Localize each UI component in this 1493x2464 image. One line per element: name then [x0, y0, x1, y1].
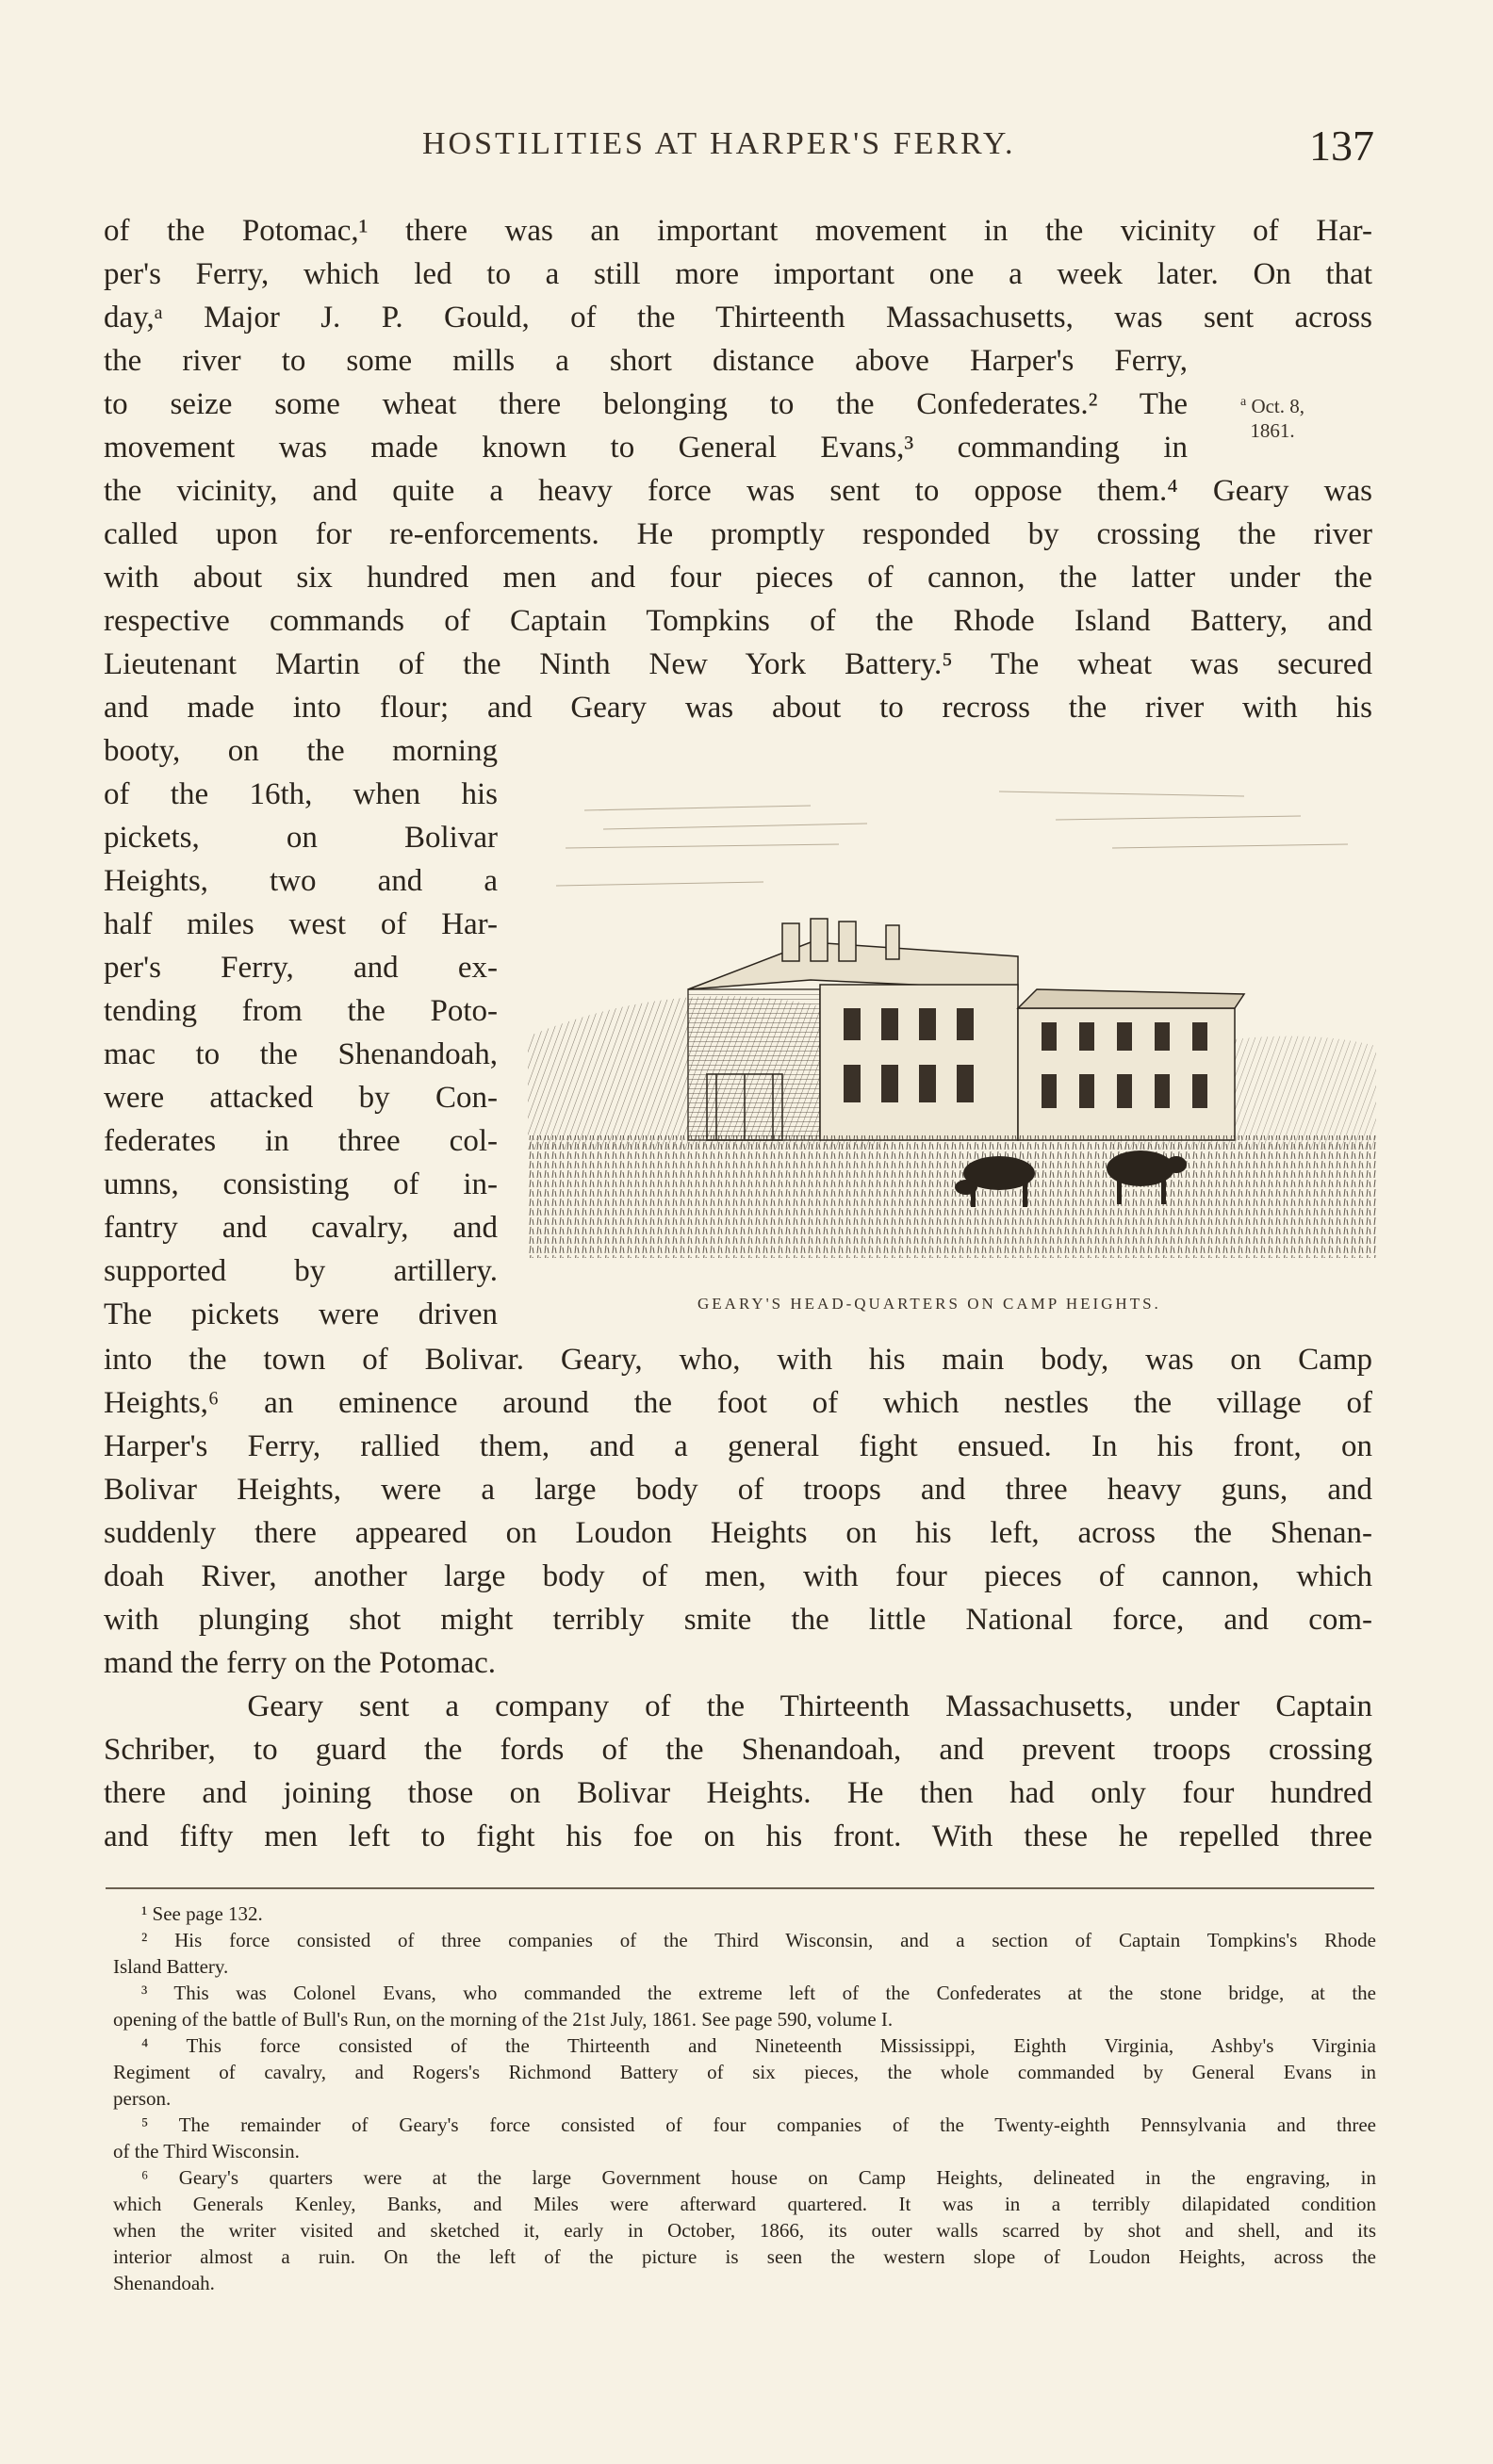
body-line: supported by artillery. [104, 1254, 498, 1288]
body-line: into the town of Bolivar. Geary, who, with his main body, was on Camp [104, 1343, 1372, 1377]
footnote-line: of the Third Wisconsin. [113, 2140, 300, 2162]
footnote-line: Regiment of cavalry, and Rogers's Richmond Battery of six pieces, the whole commanded by General Evans in [113, 2061, 1376, 2083]
body-line: per's Ferry, and ex- [104, 951, 498, 985]
headquarters-engraving [528, 754, 1376, 1258]
footnote-line: Island Battery. [113, 1955, 229, 1978]
body-line: half miles west of Har- [104, 907, 498, 941]
body-line: day,ᵃ Major J. P. Gould, of the Thirteenth Massachusetts, was sent across [104, 301, 1372, 335]
footnote-line: interior almost a ruin. On the left of the picture is seen the western slope of Loudon Heights, across the [113, 2245, 1376, 2268]
body-line: Lieutenant Martin of the Ninth New York Battery.⁵ The wheat was secured [104, 647, 1372, 681]
running-head [102, 121, 1374, 177]
footnote-line: Shenandoah. [113, 2272, 215, 2294]
body-line: doah River, another large body of men, with four pieces of cannon, which [104, 1559, 1372, 1593]
margin-note-date: Oct. 8, [1251, 395, 1305, 417]
footnote-line: when the writer visited and sketched it, early in October, 1866, its outer walls scarred by shot and shell, and its [113, 2219, 1376, 2242]
body-line: mac to the Shenandoah, [104, 1037, 498, 1071]
body-line: fantry and cavalry, and [104, 1211, 498, 1245]
footnote-line: which Generals Kenley, Banks, and Miles were afterward quartered. It was in a terribly dilapidated condition [113, 2193, 1376, 2215]
body-line: with about six hundred men and four pieces of cannon, the latter under the [104, 561, 1372, 595]
footnote-line: ³ This was Colonel Evans, who commanded the extreme left of the Confederates at the stone bridge, at the [141, 1982, 1376, 2004]
body-line: the vicinity, and quite a heavy force was sent to oppose them.⁴ Geary was [104, 474, 1372, 508]
footnote-line: ² His force consisted of three companies of the Third Wisconsin, and a section of Captain Tompkins's Rhode [141, 1929, 1376, 1951]
body-line: Heights,⁶ an eminence around the foot of which nestles the village of [104, 1386, 1372, 1420]
body-line: movement was made known to General Evans,³ commanding in [104, 431, 1188, 465]
running-title: HOSTILITIES AT HARPER'S FERRY. [422, 126, 1016, 161]
body-line: per's Ferry, which led to a still more important one a week later. On that [104, 257, 1372, 291]
body-line: there and joining those on Bolivar Heights. He then had only four hundred [104, 1776, 1372, 1810]
body-line: with plunging shot might terribly smite the little National force, and com- [104, 1603, 1372, 1637]
body-line: the river to some mills a short distance above Harper's Ferry, [104, 344, 1188, 378]
margin-note-year: 1861. [1250, 419, 1295, 442]
body-line: of the 16th, when his [104, 777, 498, 811]
footnote-rule [106, 1887, 1374, 1889]
body-line: and made into flour; and Geary was about to recross the river with his [104, 691, 1372, 725]
body-line: respective commands of Captain Tompkins of the Rhode Island Battery, and [104, 604, 1372, 638]
body-line: tending from the Poto- [104, 994, 498, 1028]
body-line: Harper's Ferry, rallied them, and a general fight ensued. In his front, on [104, 1429, 1372, 1463]
figure-caption: GEARY'S HEAD-QUARTERS ON CAMP HEIGHTS. [697, 1295, 1161, 1313]
body-line: called upon for re-enforcements. He promptly responded by crossing the river [104, 517, 1372, 551]
body-line: Schriber, to guard the fords of the Shenandoah, and prevent troops crossing [104, 1733, 1372, 1767]
body-line: umns, consisting of in- [104, 1167, 498, 1201]
footnote-line: person. [113, 2087, 172, 2110]
margin-date-note [1225, 394, 1320, 443]
body-line: pickets, on Bolivar [104, 821, 498, 855]
footnote-line: opening of the battle of Bull's Run, on the morning of the 21st July, 1861. See page 590, volume I. [113, 2008, 894, 2031]
body-line: were attacked by Con- [104, 1081, 498, 1115]
footnote-line: ⁵ The remainder of Geary's force consisted of four companies of the Twenty-eighth Pennsylvania and three [141, 2113, 1376, 2136]
body-line: booty, on the morning [104, 734, 498, 768]
body-line: The pickets were driven [104, 1297, 498, 1331]
body-line: to seize some wheat there belonging to the Confederates.² The [104, 387, 1188, 421]
body-line: mand the ferry on the Potomac. [104, 1646, 497, 1680]
body-line: Bolivar Heights, were a large body of troops and three heavy guns, and [104, 1473, 1372, 1507]
body-line: federates in three col- [104, 1124, 498, 1158]
margin-note-mark: a [1239, 395, 1247, 409]
body-line: and fifty men left to fight his foe on his front. With these he repelled three [104, 1819, 1372, 1853]
footnote-line: ⁴ This force consisted of the Thirteenth and Nineteenth Mississippi, Eighth Virginia, Ashby's Virginia [141, 2034, 1376, 2057]
body-line: of the Potomac,¹ there was an important movement in the vicinity of Har- [104, 214, 1372, 248]
footnote-line: ⁶ Geary's quarters were at the large Government house on Camp Heights, delineated in the engraving, in [141, 2166, 1376, 2189]
footnote-line: ¹ See page 132. [141, 1902, 263, 1925]
body-line: suddenly there appeared on Loudon Heights on his left, across the Shenan- [104, 1516, 1372, 1550]
body-line: Heights, two and a [104, 864, 498, 898]
engraving-figure [528, 754, 1376, 1313]
page-number: 137 [1309, 122, 1374, 170]
body-line: Geary sent a company of the Thirteenth Massachusetts, under Captain [104, 1689, 1372, 1723]
